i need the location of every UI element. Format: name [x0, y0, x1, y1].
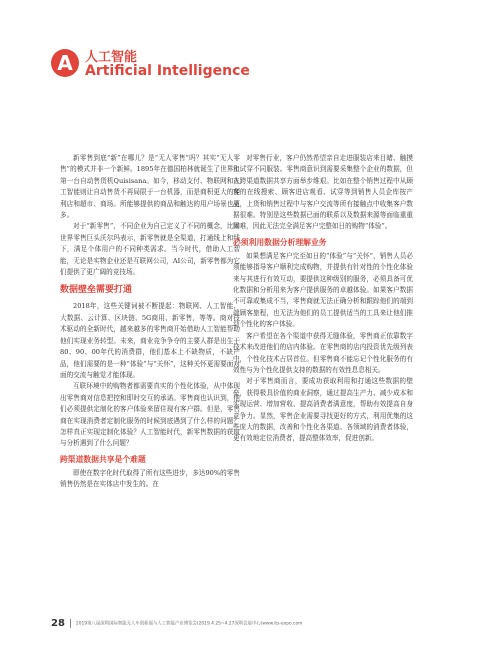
paragraph: 如果想满足客户完至如日的“体验”与“关怀”，销售人员必须能够指导客户顺利完成购物，并提供有针对性的个性化体验来与其进行有效互动，要提供这种级别的服务，必须具备可优化数据和分析用来为客户提供服务的卓越体验。如果客户数据不可靠或集成不当，零售商就无法正确分析和跟踪他们的端到端顾客旅程，也无法为他们的员工提供适当的工具来让他们推动个性化的客户体验。 [233, 251, 413, 329]
subheading: 跨渠道数据共享是个难题 [60, 454, 146, 464]
paragraph: 2018年，这些关键词被不断提起：物联网、人工智能、大数据、云计算、区块链、5G商用、新零售，等等。商对技术驱动的全新时代，越来越多的零售商开始借助人工智能帮助他们实现业务转型。未来，商业竞争争夺的主要人群是出生于80、90、00年代的消费群，他们基本上不缺物质，不缺产品，他们需要的是一种“体验”与“关怀”，这种关怀更需要面对面的交流与触觉才能体现。 [60, 302, 240, 379]
section-logo-icon: A [51, 49, 79, 77]
right-column [233, 153, 413, 445]
left-column [60, 153, 240, 491]
page-number: 28 [51, 618, 65, 629]
section-header [51, 46, 351, 86]
paragraph: 对于“新零售”，不同企业为自己定义了不同的概念，比如世界零售巨头沃尔玛表示，新零售就是全渠道，打通线上和线下，满足个体用户的不同种类需求。当今时代，借助人工智能，无论是实物企业还是互联网公司，AI公司，新零售都为它们提供了更广阔的竞技场。 [60, 222, 240, 277]
section-title-cn: 人工智能 [85, 50, 138, 65]
paragraph: 即使在数字化时代取得了所有这些进步，多达90%的零售销售仍然是在实体店中发生的。在 [60, 468, 240, 489]
paragraph: 对零售行业，客户仍然希望亲自走进服装店来目睹、触摸和试穿不同服装。零售商意识到需要采集整个企业的数据，但在跨渠道数据共享方面举步维艰。比如在整个销售过程中从顾客的在线搜索、顾客进店观看、试穿等到销售人员企库按产品，上货和销售过程中与客户交流等所有接触点中收集客户数据很难。特别是这些数据已面的联系以及数据来源等面临重重困难，因此无法完全满足客户完整如日的购物“体验”。 [233, 154, 413, 231]
page-footer [51, 613, 431, 627]
paragraph: 新零售到底“新”在哪儿？是“无人零售”吗？其实“无人零售”的模式并非一个新鲜。1895年在德国柏林就诞生了世界上第一台自动售货机Quisisana。如今，移动支付、物联网和人工智能则让自动售货不再局限于一台机器，而是商积更大的便利店和超市、商场。所能够提供的商品和触达的用户场景也更多。 [60, 154, 240, 220]
paragraph: 客户希望在各个渠道中获得无缝体验，零售商正依靠数字技术来改进他们的店内体验。在零售商的店内投资优先级列表中，个性化技术占居首位。但零售商不能忘记个性化服务的有效性与为个性化提供支持的数据的有效性息息相关。 [233, 331, 413, 374]
paragraph: 互联环境中的购物者都需要真实的个性化体验，从中体现出零售商对信息把控和即时交互的承诺。零售商也认识到，他们必须提供定制化的客户体验来留住现有客户群。但是，零售商在实现消费者定制化服务的时候到底遇到了什么样的问题？怎样真正实现定制化体验？人工智能时代，新零售数据的获取与分析遇到了什么问题？ [60, 382, 240, 448]
footer-divider [70, 619, 71, 628]
subheading: 必须利用数据分析理解业务 [233, 237, 327, 247]
section-title-en: Artificial Intelligence [85, 63, 250, 79]
paragraph: 对于零售商而言，要成功获取利用和打通这些数据的壁垒，获得极具价值的商业洞察，通过提高生产力、减少成本和实现运营、增加营收、提高消费者满意度，帮助有效提高自身竞争力。显然，零售企业需要寻找更好的方式，利用优集的这些庞大的数据，改善和个性化各渠道、各领域的消费者体验，更有效地定位消费者，提高整体效率，促进创新。 [233, 377, 413, 443]
subheading: 数据壁垒需要打通 [60, 285, 133, 296]
footer-note: 2019第八届深圳国际智能无人车创新展与人工智能产业博览会(2019.4.25~4.27深圳会展中心)www.its-expo.com [75, 621, 303, 627]
